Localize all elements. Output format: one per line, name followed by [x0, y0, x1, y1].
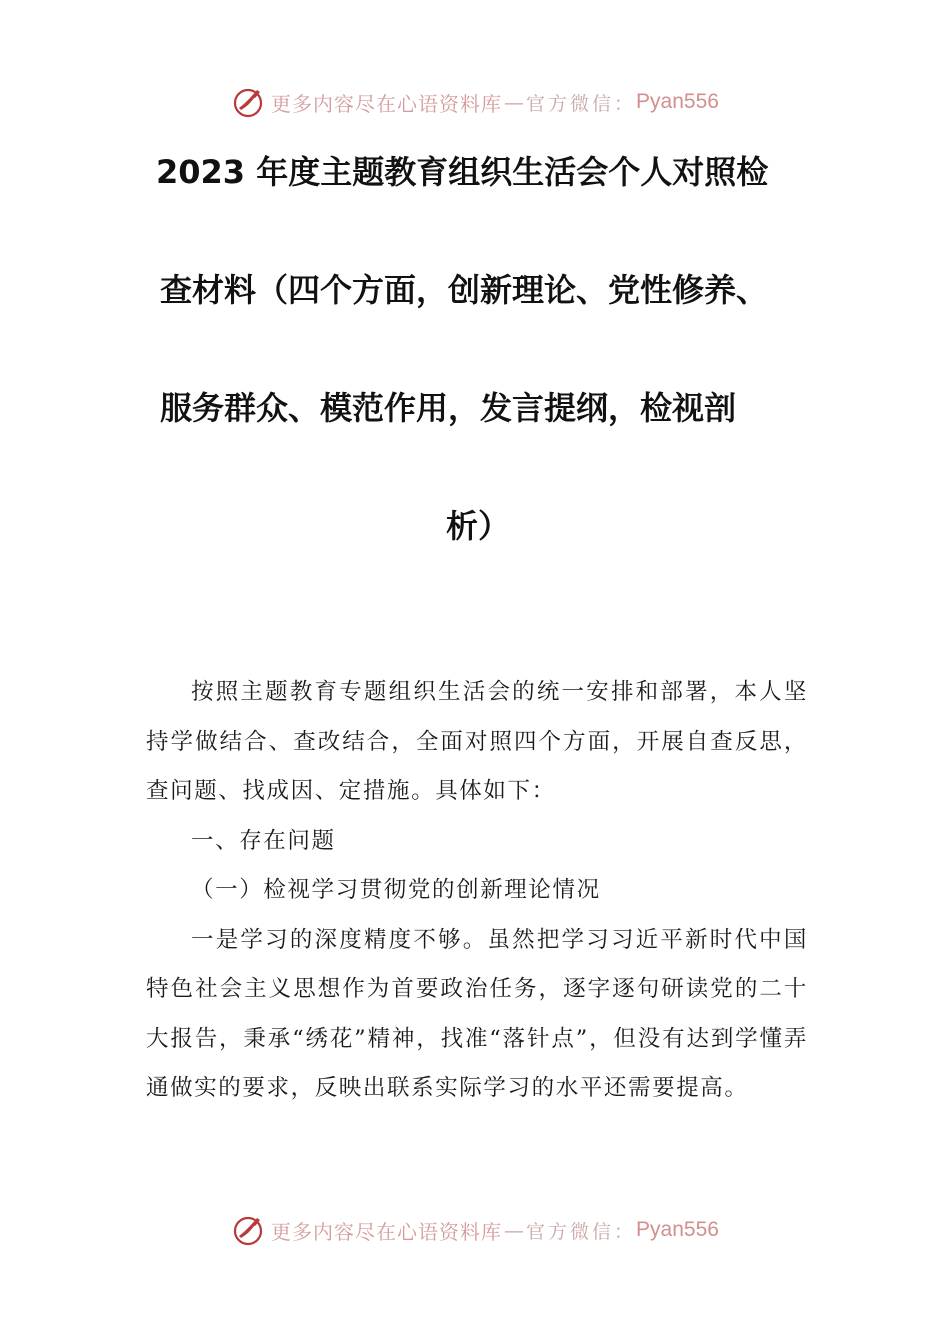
watermark-wechat-id: Pyan556	[636, 1218, 719, 1241]
subsection-heading: （一）检视学习贯彻党的创新理论情况	[191, 877, 601, 903]
intro-paragraph: 按照主题教育专题组织生活会的统一安排和部署，本人坚持学做结合、查改结合，全面对照四个方面，开展自查反思，查问题、找成因、定措施。具体如下：	[146, 679, 808, 804]
title-line-1: 2023 年度主题教育组织生活会个人对照检	[156, 153, 769, 191]
title-line-2: 查材料（四个方面，创新理论、党性修养、	[160, 271, 769, 309]
watermark-separator: —	[504, 90, 525, 114]
point-paragraph: 一是学习的深度精度不够。虽然把学习习近平新时代中国特色社会主义思想作为首要政治任务，逐字逐句研读党的二十大报告，秉承“绣花”精神，找准“落针点”，但没有达到学懂弄通做实的要求，反映出联系实际学习的水平还需要提高。	[146, 926, 808, 1101]
quill-logo-icon	[231, 84, 267, 120]
watermark-wechat-id: Pyan556	[636, 90, 719, 113]
quill-logo-icon	[231, 1212, 267, 1248]
document-body	[146, 668, 808, 1114]
header-watermark	[0, 82, 950, 122]
watermark-site-text: 更多内容尽在心语资料库	[271, 91, 503, 116]
watermark-site-text: 更多内容尽在心语资料库	[271, 1219, 503, 1244]
document-title	[148, 150, 808, 622]
section-heading: 一、存在问题	[191, 827, 336, 854]
watermark-separator: —	[504, 1218, 525, 1242]
watermark-wechat-label: 官方微信：	[526, 92, 637, 115]
title-line-3: 服务群众、模范作用，发言提纲，检视剖	[160, 389, 737, 427]
title-line-4: 析）	[445, 507, 510, 545]
footer-watermark	[0, 1210, 950, 1250]
watermark-wechat-label: 官方微信：	[526, 1220, 637, 1243]
